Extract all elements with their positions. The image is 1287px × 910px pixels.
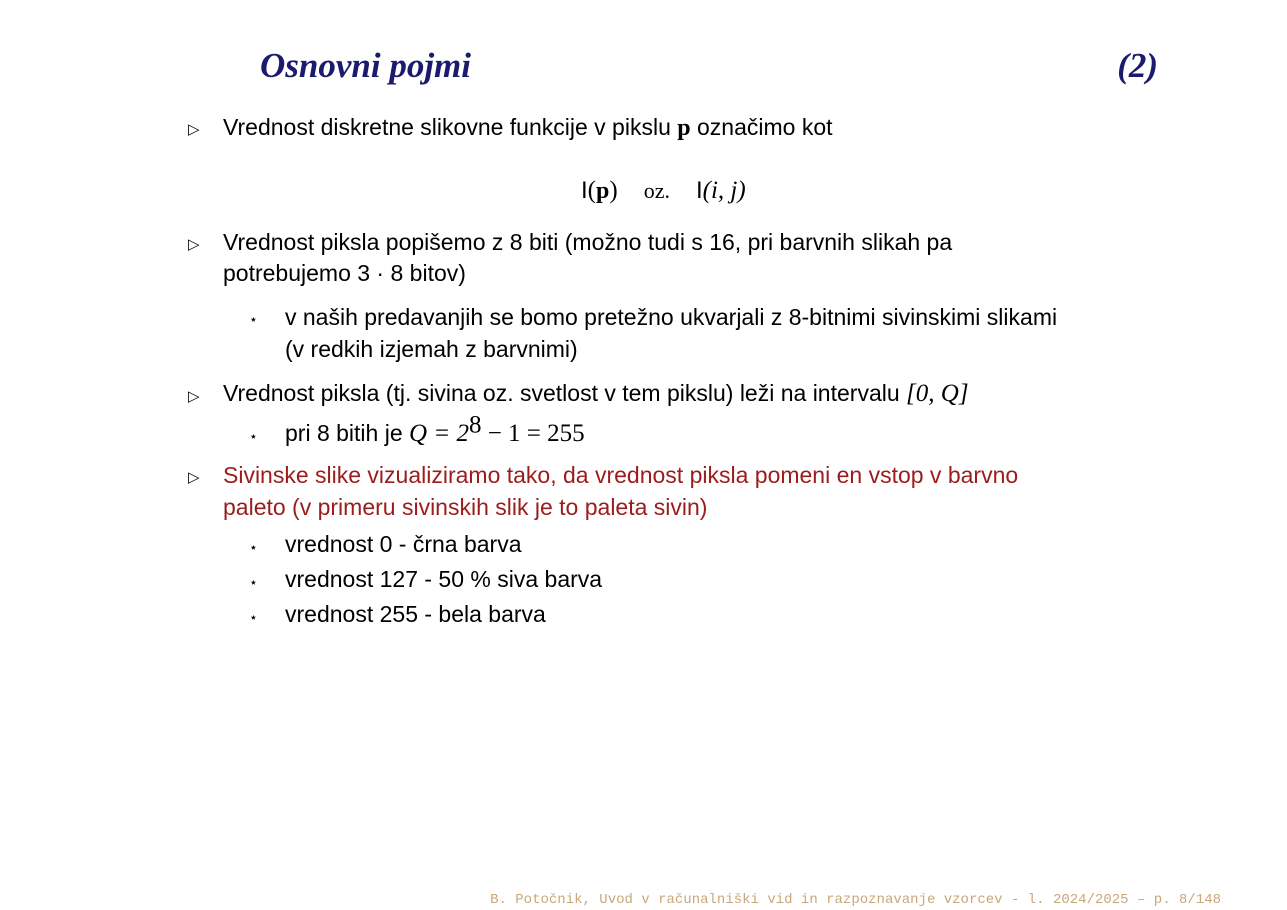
bullet-3-text <box>223 378 969 409</box>
slide-number: (2) <box>1117 46 1158 85</box>
bullet-2-sub-1-line-2: (v redkih izjemah z barvnimi) <box>285 336 578 362</box>
display-arg1-var: p <box>596 178 610 204</box>
bullet-3-sub-1-exp: 8 <box>468 411 482 439</box>
bullet-4-line-1: Sivinske slike vizualiziramo tako, da vrednost piksla pomeni en vstop v barvno <box>223 462 1019 488</box>
bullet-3-sub-1-math-b: − 1 = 255 <box>481 420 585 447</box>
bullet-4-sub-3: vrednost 255 - bela barva <box>285 601 546 627</box>
display-I1: I <box>581 177 588 204</box>
bullet-2-line-1: Vrednost piksla popišemo z 8 biti (možno tudi s 16, pri barvnih slikah pa <box>223 229 953 255</box>
bullet-1-text-b: označimo kot <box>690 114 833 140</box>
subbullet-marker: ⋆ <box>249 609 258 625</box>
slide-footer: B. Potočnik, Uvod v računalniški vid in razpoznavanje vzorcev - l. 2024/2025 – p. 8/148 <box>490 892 1221 908</box>
subbullet-marker: ⋆ <box>249 574 258 590</box>
subbullet-marker: ⋆ <box>249 311 258 327</box>
bullet-3-sub-1-text: pri 8 bitih je <box>285 420 410 446</box>
bullet-3-interval: [0, Q] <box>906 380 969 407</box>
bullet-marker: ▷ <box>188 236 200 253</box>
bullet-1-var-p: p <box>677 115 691 141</box>
display-arg1-close: ) <box>609 177 618 204</box>
display-arg1-open: ( <box>587 177 596 204</box>
bullet-3-sub-1 <box>285 411 585 449</box>
bullet-4-line-2: paleto (v primeru sivinskih slik je to paleta sivin) <box>223 494 708 520</box>
bullet-marker: ▷ <box>188 469 200 486</box>
slide-title: Osnovni pojmi <box>260 46 472 85</box>
bullet-1-text-a: Vrednost diskretne slikovne funkcije v pikslu <box>223 114 678 140</box>
bullet-3-text-a: Vrednost piksla (tj. sivina oz. svetlost v tem pikslu) leži na intervalu <box>223 380 907 406</box>
display-oz: oz. <box>643 178 670 203</box>
display-arg2: (i, j) <box>702 177 746 204</box>
bullet-1-text <box>223 112 833 144</box>
subbullet-marker: ⋆ <box>249 428 258 444</box>
bullet-marker: ▷ <box>188 388 200 405</box>
display-equation <box>581 175 746 207</box>
bullet-4-sub-1: vrednost 0 - črna barva <box>285 531 522 557</box>
bullet-2-sub-1-line-1: v naših predavanjih se bomo pretežno ukvarjali z 8-bitnimi sivinskimi slikami <box>285 304 1058 330</box>
bullet-2-line-2: potrebujemo 3 · 8 bitov) <box>223 260 466 286</box>
bullet-marker: ▷ <box>188 121 200 138</box>
bullet-3-sub-1-math-a: Q = 2 <box>409 420 469 447</box>
display-I2: I <box>695 177 703 204</box>
bullet-4-sub-2: vrednost 127 - 50 % siva barva <box>285 566 603 592</box>
subbullet-marker: ⋆ <box>249 539 258 555</box>
